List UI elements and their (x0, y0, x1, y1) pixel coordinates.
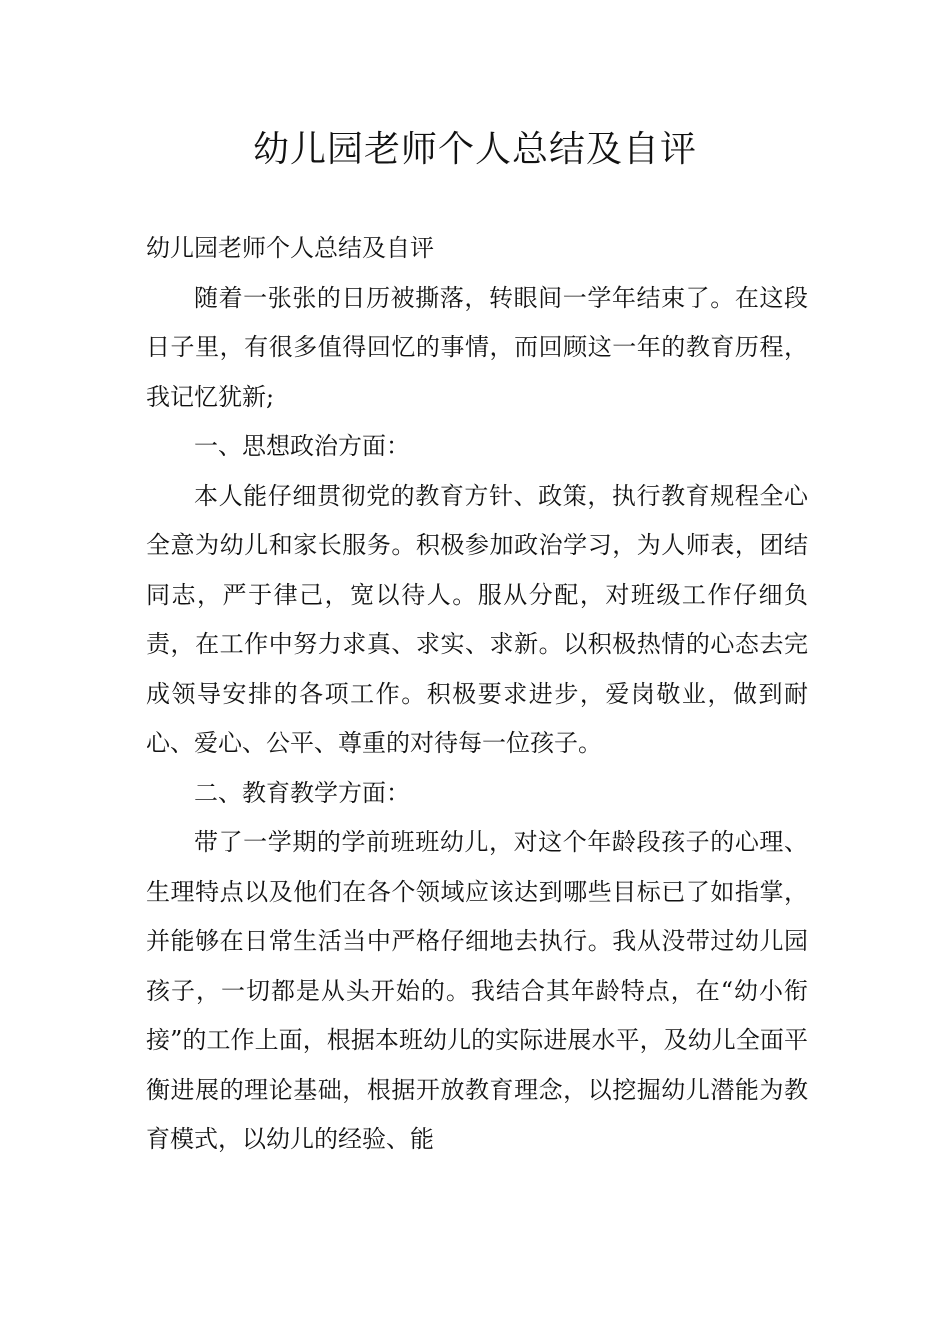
paragraph-intro: 随着一张张的日历被撕落，转眼间一学年结束了。在这段日子里，有很多值得回忆的事情，而回顾这一年的教育历程，我记忆犹新; (146, 283, 808, 411)
paragraph-politics: 本人能仔细贯彻党的教育方针、政策，执行教育规程全心全意为幼儿和家长服务。积极参加政治学习，为人师表，团结同志，严于律己，宽以待人。服从分配，对班级工作仔细负责，在工作中努力求真、求实、求新。以积极热情的心态去完成领导安排的各项工作。积极要求进步，爱岗敬业，做到耐心、爱心、公平、尊重的对待每一位孩子。 (146, 481, 808, 757)
document-body (146, 224, 808, 1165)
document-subtitle: 幼儿园老师个人总结及自评 (146, 234, 434, 262)
paragraph-teaching: 带了一学期的学前班班幼儿，对这个年龄段孩子的心理、生理特点以及他们在各个领域应该达到哪些目标已了如指掌，并能够在日常生活当中严格仔细地去执行。我从没带过幼儿园孩子，一切都是从头开始的。我结合其年龄特点，在“幼小衔接”的工作上面，根据本班幼儿的实际进展水平，及幼儿全面平衡进展的理论基础，根据开放教育理念，以挖掘幼儿潜能为教育模式，以幼儿的经验、能 (146, 828, 808, 1153)
section-heading-politics: 一、思想政治方面： (194, 432, 410, 460)
document-title: 幼儿园老师个人总结及自评 (252, 129, 697, 170)
section-heading-teaching: 二、教育教学方面： (194, 778, 410, 807)
